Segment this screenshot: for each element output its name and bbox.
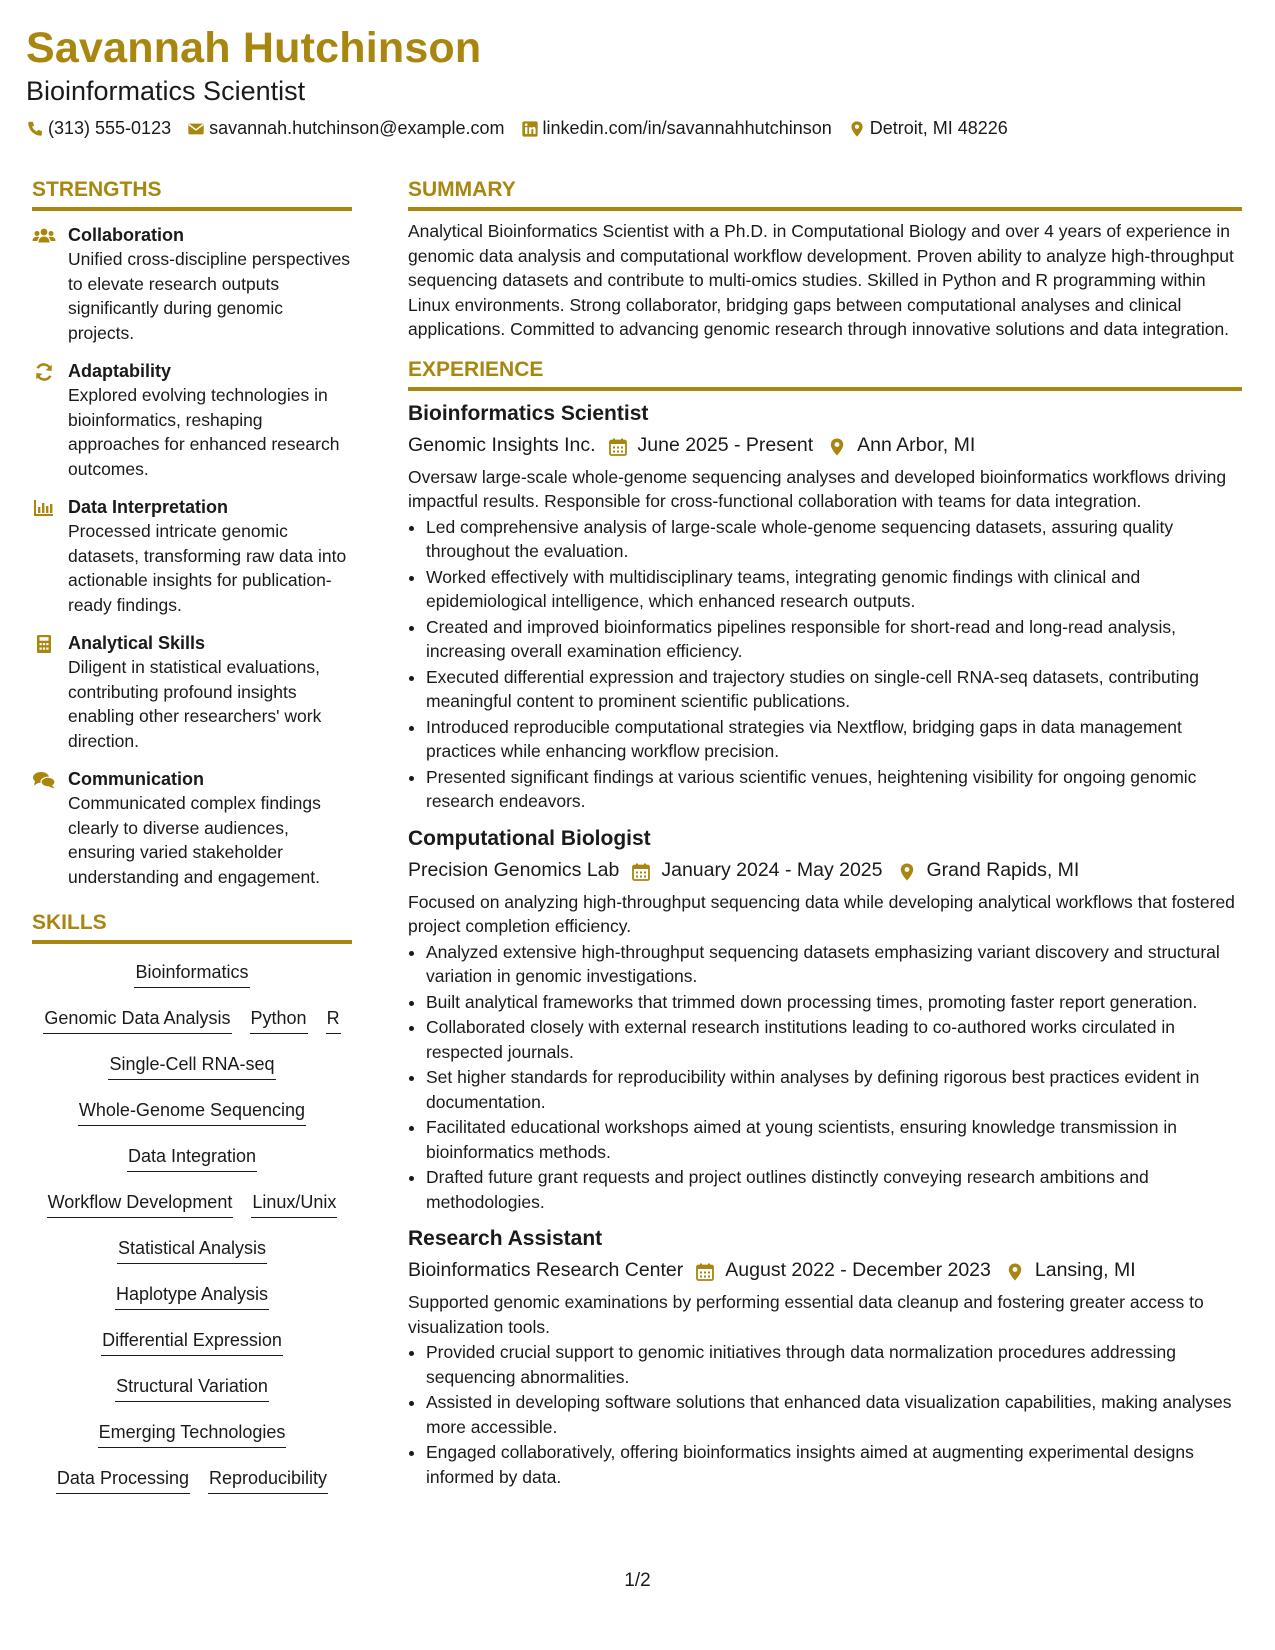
contact-linkedin-text: linkedin.com/in/savannahhutchinson	[542, 118, 832, 138]
contact-phone[interactable]	[26, 118, 171, 139]
skill-tag: Differential Expression	[101, 1324, 283, 1356]
skill-tag: Linux/Unix	[251, 1186, 337, 1218]
strength-title: Collaboration	[68, 225, 184, 245]
job-bullet: • Collaborated closely with external research institutions leading to co-authored works circulated in respected journals.	[426, 1015, 1242, 1064]
strength-item	[32, 359, 352, 481]
skill-tag: Data Processing	[56, 1462, 190, 1494]
contact-email[interactable]	[187, 118, 504, 139]
contact-phone-text: (313) 555-0123	[48, 118, 172, 138]
calculator-icon	[32, 634, 56, 654]
location-pin-icon	[1005, 1260, 1025, 1280]
experience-heading: EXPERIENCE	[408, 356, 1242, 391]
job-company: Bioinformatics Research Center	[408, 1259, 684, 1281]
job-bullets	[408, 1340, 1242, 1489]
job-bullet: • Worked effectively with multidisciplinary teams, integrating genomic findings with clinical and epidemiological intelligence, which enhanced research outputs.	[426, 565, 1242, 614]
candidate-name: Savannah Hutchinson	[26, 24, 482, 72]
job-meta	[408, 429, 1242, 461]
strength-title: Communication	[68, 769, 205, 789]
job-description: Focused on analyzing high-throughput sequencing data while developing analytical workflows that fostered project completion efficiency.	[408, 891, 1235, 936]
skill-tag: Reproducibility	[208, 1462, 328, 1494]
job-company: Genomic Insights Inc.	[408, 433, 596, 456]
calendar-icon	[631, 860, 651, 880]
skill-tag: Data Integration	[127, 1140, 257, 1172]
strengths-list	[32, 223, 352, 889]
strength-description: Processed intricate genomic datasets, transforming raw data into actionable insights for publication-ready findings.	[68, 521, 347, 615]
skill-tag: Python	[250, 1002, 308, 1034]
job-title: Computational Biologist	[408, 826, 651, 850]
resume-header	[26, 22, 1249, 139]
right-column	[408, 176, 1242, 1499]
phone-icon	[26, 120, 44, 138]
contact-row	[26, 118, 1249, 139]
contact-location	[848, 118, 1008, 139]
strength-item	[32, 495, 352, 617]
strength-title: Data Interpretation	[68, 497, 229, 517]
calendar-icon	[608, 435, 628, 455]
contact-email-text: savannah.hutchinson@example.com	[209, 118, 505, 138]
job-dates: January 2024 - May 2025	[661, 858, 883, 881]
job-bullet: • Provided crucial support to genomic initiatives through data normalization procedures addressing sequencing abnormalities.	[426, 1340, 1242, 1389]
skill-tag: R	[326, 1002, 341, 1034]
job-bullets	[408, 515, 1242, 814]
job-entry	[408, 1224, 1242, 1489]
skills-heading: SKILLS	[32, 909, 352, 944]
location-pin-icon	[827, 435, 847, 455]
skill-tag: Haplotype Analysis	[115, 1278, 269, 1310]
contact-location-text: Detroit, MI 48226	[869, 118, 1008, 138]
job-location: Lansing, MI	[1034, 1259, 1136, 1281]
job-bullet: • Led comprehensive analysis of large-scale whole-genome sequencing datasets, assuring quality throughout the evaluation.	[426, 515, 1242, 564]
strength-title: Adaptability	[68, 361, 172, 381]
job-title: Research Assistant	[408, 1227, 603, 1250]
skill-tag: Workflow Development	[47, 1186, 234, 1218]
envelope-icon	[187, 120, 205, 138]
job-bullet: • Assisted in developing software solutions that enhanced data visualization capabilities, making analyses more accessible.	[426, 1390, 1242, 1439]
job-bullet: • Set higher standards for reproducibility within analyses by defining rigorous best practices evident in documentation.	[426, 1065, 1242, 1114]
strengths-heading: STRENGTHS	[32, 176, 352, 211]
job-dates: June 2025 - Present	[637, 433, 814, 456]
strength-item	[32, 631, 352, 753]
job-title: Bioinformatics Scientist	[408, 401, 649, 425]
skills-list	[32, 952, 352, 1504]
job-bullet: • Presented significant findings at various scientific venues, heightening visibility for ongoing genomic research endeavors.	[426, 765, 1242, 814]
users-icon	[32, 226, 56, 246]
job-meta	[408, 854, 1242, 886]
job-location: Grand Rapids, MI	[926, 858, 1080, 881]
summary-text: Analytical Bioinformatics Scientist with a Ph.D. in Computational Biology and over 4 years of experience in genomic data analysis and computational workflow development. Proven ability to analyze high-throughput sequencing datasets and contribute to multi-omics studies. Skilled in Python and R programming within Linux environments. Strong collaborator, bridging gaps between computational analyses and clinical applications. Committed to advancing genomic research through innovative solutions and data integration.	[408, 221, 1234, 339]
strength-item	[32, 223, 352, 345]
job-bullet: • Built analytical frameworks that trimmed down processing times, promoting faster report generation.	[426, 990, 1242, 1015]
linkedin-icon	[521, 120, 539, 138]
location-pin-icon	[897, 860, 917, 880]
strength-description: Diligent in statistical evaluations, contributing profound insights enabling other researchers' work direction.	[68, 657, 322, 751]
skill-tag: Genomic Data Analysis	[43, 1002, 231, 1034]
skill-tag: Structural Variation	[115, 1370, 269, 1402]
skill-tag: Bioinformatics	[134, 956, 249, 988]
job-bullet: • Created and improved bioinformatics pipelines responsible for short-read and long-read analysis, increasing overall examination efficiency.	[426, 615, 1242, 664]
job-bullets	[408, 940, 1242, 1215]
strength-item	[32, 767, 352, 889]
strength-description: Unified cross-discipline perspectives to elevate research outputs significantly during genomic projects.	[68, 249, 351, 343]
job-company: Precision Genomics Lab	[408, 858, 620, 881]
job-entry	[408, 399, 1242, 814]
comments-icon	[32, 770, 56, 790]
job-bullet: • Introduced reproducible computational strategies via Nextflow, bridging gaps in data management practices while enhancing workflow precision.	[426, 715, 1242, 764]
candidate-title: Bioinformatics Scientist	[26, 76, 306, 106]
strength-description: Communicated complex findings clearly to diverse audiences, ensuring varied stakeholder understanding and engagement.	[68, 793, 321, 887]
strength-title: Analytical Skills	[68, 633, 206, 653]
skill-tag: Statistical Analysis	[117, 1232, 267, 1264]
summary-heading: SUMMARY	[408, 176, 1242, 211]
job-bullet: • Engaged collaboratively, offering bioinformatics insights aimed at augmenting experimental designs informed by data.	[426, 1440, 1242, 1489]
job-bullet: • Analyzed extensive high-throughput sequencing datasets emphasizing variant discovery and structural variation in genomic investigations.	[426, 940, 1242, 989]
job-bullet: • Drafted future grant requests and project outlines distinctly conveying research ambitions and methodologies.	[426, 1165, 1242, 1214]
sync-icon	[32, 362, 56, 382]
location-pin-icon	[848, 120, 866, 138]
job-bullet: • Facilitated educational workshops aimed at young scientists, ensuring knowledge transmission in bioinformatics methods.	[426, 1115, 1242, 1164]
page-number: 1/2	[624, 1570, 651, 1591]
left-column	[32, 176, 352, 1504]
job-entry	[408, 824, 1242, 1215]
calendar-icon	[695, 1260, 715, 1280]
strength-description: Explored evolving technologies in bioinformatics, reshaping approaches for enhanced research outcomes.	[68, 385, 340, 479]
job-description: Oversaw large-scale whole-genome sequencing analyses and developed bioinformatics workflows driving impactful results. Responsible for cross-functional collaboration with teams for data integration.	[408, 466, 1227, 511]
skill-tag: Emerging Technologies	[98, 1416, 287, 1448]
skill-tag: Single-Cell RNA-seq	[108, 1048, 275, 1080]
job-location: Ann Arbor, MI	[857, 433, 976, 456]
bar-chart-icon	[32, 498, 56, 518]
job-dates: August 2022 - December 2023	[725, 1259, 991, 1281]
job-bullet: • Executed differential expression and trajectory studies on single-cell RNA-seq datasets, contributing meaningful content to prominent scientific publications.	[426, 665, 1242, 714]
job-description: Supported genomic examinations by performing essential data cleanup and fostering greater access to visualization tools.	[408, 1292, 1204, 1337]
skill-tag: Whole-Genome Sequencing	[78, 1094, 306, 1126]
contact-linkedin[interactable]	[521, 118, 832, 139]
job-meta	[408, 1254, 1242, 1286]
